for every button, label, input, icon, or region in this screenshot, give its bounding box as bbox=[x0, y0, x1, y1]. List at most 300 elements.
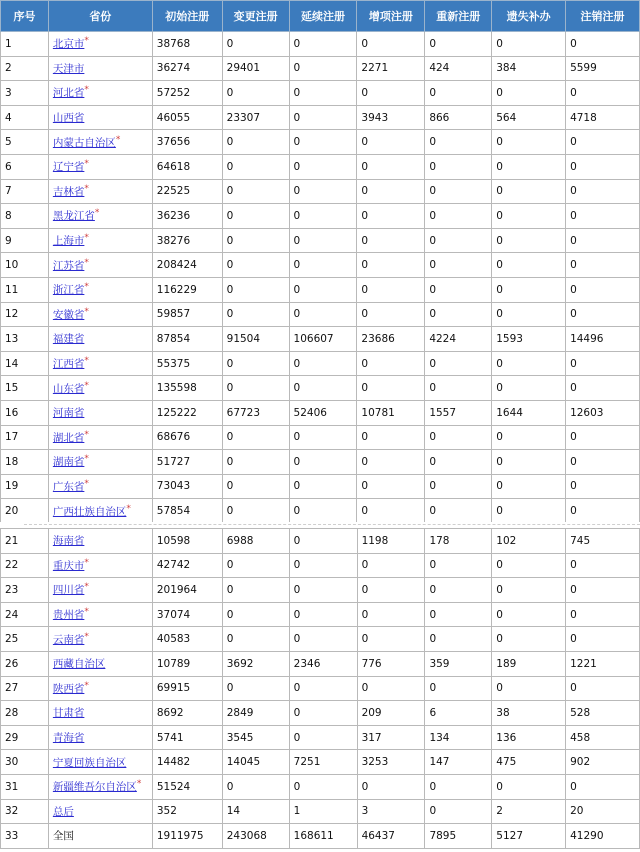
star-mark: * bbox=[84, 356, 89, 367]
initial-cell: 57252 bbox=[152, 81, 222, 106]
province-link[interactable]: 山西省 bbox=[52, 112, 85, 125]
add-item-cell: 209 bbox=[357, 701, 425, 726]
initial-cell: 57854 bbox=[152, 499, 222, 524]
province-link[interactable]: 青海省 bbox=[52, 732, 85, 745]
re-register-cell: 0 bbox=[425, 676, 492, 701]
cancel-cell: 0 bbox=[566, 627, 640, 652]
cancel-cell: 20 bbox=[566, 799, 640, 824]
change-cell: 0 bbox=[222, 179, 289, 204]
lost-reissue-cell: 38 bbox=[492, 701, 566, 726]
initial-cell: 8692 bbox=[152, 701, 222, 726]
star-mark: * bbox=[84, 85, 89, 96]
initial-cell: 36274 bbox=[152, 56, 222, 81]
table-row bbox=[1, 799, 640, 824]
header-no[interactable]: 序号 bbox=[1, 1, 49, 32]
add-item-cell: 0 bbox=[357, 553, 425, 578]
row-number: 11 bbox=[1, 277, 49, 302]
province-cell bbox=[48, 105, 152, 130]
table-row bbox=[1, 499, 640, 524]
lost-reissue-cell: 1593 bbox=[492, 327, 566, 352]
star-mark: * bbox=[84, 257, 89, 268]
star-mark: * bbox=[84, 607, 89, 618]
row-number: 1 bbox=[1, 32, 49, 57]
cancel-cell: 0 bbox=[566, 228, 640, 253]
province-link[interactable]: 甘肃省 bbox=[52, 707, 85, 720]
header-re-register[interactable]: 重新注册 bbox=[425, 1, 492, 32]
initial-cell: 64618 bbox=[152, 154, 222, 179]
row-number: 20 bbox=[1, 499, 49, 524]
renewal-cell: 0 bbox=[289, 253, 357, 278]
header-change[interactable]: 变更注册 bbox=[222, 1, 289, 32]
table-row bbox=[1, 676, 640, 701]
initial-cell: 10789 bbox=[152, 651, 222, 676]
lost-reissue-cell: 475 bbox=[492, 750, 566, 775]
province-cell bbox=[48, 32, 152, 57]
row-number: 18 bbox=[1, 450, 49, 475]
add-item-cell: 776 bbox=[357, 651, 425, 676]
initial-cell: 46055 bbox=[152, 105, 222, 130]
add-item-cell: 0 bbox=[357, 474, 425, 499]
re-register-cell: 0 bbox=[425, 204, 492, 229]
table-row bbox=[1, 130, 640, 155]
cancel-cell: 12603 bbox=[566, 400, 640, 425]
renewal-cell: 0 bbox=[289, 302, 357, 327]
change-cell: 0 bbox=[222, 277, 289, 302]
renewal-cell: 0 bbox=[289, 529, 357, 554]
initial-cell: 116229 bbox=[152, 277, 222, 302]
province-link[interactable]: 西藏自治区 bbox=[52, 658, 106, 671]
row-number: 15 bbox=[1, 376, 49, 401]
cancel-cell: 0 bbox=[566, 376, 640, 401]
change-cell: 0 bbox=[222, 774, 289, 799]
renewal-cell: 0 bbox=[289, 474, 357, 499]
change-cell: 0 bbox=[222, 351, 289, 376]
lost-reissue-cell: 0 bbox=[492, 228, 566, 253]
province-cell bbox=[48, 130, 152, 155]
province-link[interactable]: 江西省 bbox=[52, 358, 85, 371]
province-cell bbox=[48, 179, 152, 204]
province-link[interactable]: 河南省 bbox=[52, 407, 85, 420]
province-link[interactable]: 贵州省 bbox=[52, 609, 85, 622]
table-row bbox=[1, 824, 640, 849]
province-cell bbox=[48, 277, 152, 302]
re-register-cell: 0 bbox=[425, 302, 492, 327]
province-cell bbox=[48, 750, 152, 775]
re-register-cell: 0 bbox=[425, 578, 492, 603]
initial-cell: 42742 bbox=[152, 553, 222, 578]
lost-reissue-cell: 0 bbox=[492, 351, 566, 376]
renewal-cell: 168611 bbox=[289, 824, 357, 849]
province-cell bbox=[48, 602, 152, 627]
renewal-cell: 0 bbox=[289, 32, 357, 57]
renewal-cell: 0 bbox=[289, 725, 357, 750]
table-row bbox=[1, 105, 640, 130]
re-register-cell: 0 bbox=[425, 553, 492, 578]
initial-cell: 38768 bbox=[152, 32, 222, 57]
row-number: 27 bbox=[1, 676, 49, 701]
cancel-cell: 902 bbox=[566, 750, 640, 775]
renewal-cell: 7251 bbox=[289, 750, 357, 775]
lost-reissue-cell: 0 bbox=[492, 499, 566, 524]
renewal-cell: 0 bbox=[289, 602, 357, 627]
initial-cell: 51727 bbox=[152, 450, 222, 475]
lost-reissue-cell: 0 bbox=[492, 179, 566, 204]
lost-reissue-cell: 0 bbox=[492, 376, 566, 401]
lost-reissue-cell: 0 bbox=[492, 676, 566, 701]
initial-cell: 10598 bbox=[152, 529, 222, 554]
add-item-cell: 0 bbox=[357, 204, 425, 229]
row-number: 19 bbox=[1, 474, 49, 499]
re-register-cell: 0 bbox=[425, 81, 492, 106]
cancel-cell: 0 bbox=[566, 154, 640, 179]
star-mark: * bbox=[84, 380, 89, 391]
add-item-cell: 0 bbox=[357, 351, 425, 376]
cancel-cell: 0 bbox=[566, 499, 640, 524]
add-item-cell: 0 bbox=[357, 376, 425, 401]
cancel-cell: 0 bbox=[566, 302, 640, 327]
add-item-cell: 10781 bbox=[357, 400, 425, 425]
row-number: 6 bbox=[1, 154, 49, 179]
table-row bbox=[1, 81, 640, 106]
cancel-cell: 1221 bbox=[566, 651, 640, 676]
lost-reissue-cell: 0 bbox=[492, 302, 566, 327]
province-link[interactable]: 天津市 bbox=[52, 62, 85, 75]
star-mark: * bbox=[84, 478, 89, 489]
cancel-cell: 5599 bbox=[566, 56, 640, 81]
row-number: 22 bbox=[1, 553, 49, 578]
change-cell: 0 bbox=[222, 602, 289, 627]
re-register-cell: 0 bbox=[425, 450, 492, 475]
header-renewal[interactable]: 延续注册 bbox=[289, 1, 357, 32]
change-cell: 0 bbox=[222, 204, 289, 229]
lost-reissue-cell: 0 bbox=[492, 553, 566, 578]
province-cell bbox=[48, 154, 152, 179]
initial-cell: 135598 bbox=[152, 376, 222, 401]
province-link[interactable]: 北京市 bbox=[52, 38, 85, 51]
table-row bbox=[1, 701, 640, 726]
renewal-cell: 0 bbox=[289, 450, 357, 475]
row-number: 14 bbox=[1, 351, 49, 376]
add-item-cell: 0 bbox=[357, 578, 425, 603]
province-link[interactable]: 广东省 bbox=[52, 480, 85, 493]
lost-reissue-cell: 0 bbox=[492, 154, 566, 179]
lost-reissue-cell: 0 bbox=[492, 253, 566, 278]
initial-cell: 37656 bbox=[152, 130, 222, 155]
province-cell bbox=[48, 253, 152, 278]
re-register-cell: 0 bbox=[425, 154, 492, 179]
cancel-cell: 0 bbox=[566, 253, 640, 278]
row-number: 8 bbox=[1, 204, 49, 229]
province-link[interactable]: 安徽省 bbox=[52, 308, 85, 321]
star-mark: * bbox=[84, 36, 89, 47]
renewal-cell: 52406 bbox=[289, 400, 357, 425]
province-cell bbox=[48, 725, 152, 750]
re-register-cell: 0 bbox=[425, 228, 492, 253]
renewal-cell: 0 bbox=[289, 376, 357, 401]
table-row bbox=[1, 529, 640, 554]
province-cell bbox=[48, 676, 152, 701]
renewal-cell: 0 bbox=[289, 774, 357, 799]
change-cell: 6988 bbox=[222, 529, 289, 554]
lost-reissue-cell: 0 bbox=[492, 130, 566, 155]
row-number: 30 bbox=[1, 750, 49, 775]
row-number: 24 bbox=[1, 602, 49, 627]
add-item-cell: 23686 bbox=[357, 327, 425, 352]
province-link[interactable]: 总后 bbox=[52, 805, 74, 818]
province-cell bbox=[48, 351, 152, 376]
province-cell bbox=[48, 578, 152, 603]
renewal-cell: 0 bbox=[289, 425, 357, 450]
re-register-cell: 866 bbox=[425, 105, 492, 130]
star-mark: * bbox=[84, 582, 89, 593]
province-link[interactable]: 黑龙江省 bbox=[52, 210, 95, 223]
renewal-cell: 0 bbox=[289, 553, 357, 578]
province-link[interactable]: 新疆维吾尔自治区 bbox=[52, 781, 137, 794]
change-cell: 3545 bbox=[222, 725, 289, 750]
star-mark: * bbox=[136, 779, 142, 790]
add-item-cell: 317 bbox=[357, 725, 425, 750]
table-row bbox=[1, 179, 640, 204]
renewal-cell: 0 bbox=[289, 179, 357, 204]
cancel-cell: 0 bbox=[566, 553, 640, 578]
change-cell: 0 bbox=[222, 81, 289, 106]
province-cell bbox=[48, 400, 152, 425]
province-link: 全国 bbox=[52, 830, 74, 843]
re-register-cell: 0 bbox=[425, 277, 492, 302]
add-item-cell: 3943 bbox=[357, 105, 425, 130]
province-cell bbox=[48, 450, 152, 475]
initial-cell: 37074 bbox=[152, 602, 222, 627]
row-number: 23 bbox=[1, 578, 49, 603]
star-mark: * bbox=[84, 680, 89, 691]
header-lost-reissue[interactable]: 遗失补办 bbox=[492, 1, 566, 32]
star-mark: * bbox=[84, 306, 89, 317]
star-mark: * bbox=[115, 134, 121, 145]
star-mark: * bbox=[84, 429, 89, 440]
change-cell: 0 bbox=[222, 154, 289, 179]
cancel-cell: 0 bbox=[566, 450, 640, 475]
change-cell: 0 bbox=[222, 130, 289, 155]
change-cell: 14045 bbox=[222, 750, 289, 775]
add-item-cell: 0 bbox=[357, 253, 425, 278]
initial-cell: 201964 bbox=[152, 578, 222, 603]
table-row bbox=[1, 578, 640, 603]
table-row bbox=[1, 56, 640, 81]
row-number: 17 bbox=[1, 425, 49, 450]
province-cell bbox=[48, 204, 152, 229]
table-row bbox=[1, 602, 640, 627]
add-item-cell: 0 bbox=[357, 676, 425, 701]
table-row bbox=[1, 750, 640, 775]
header-initial[interactable]: 初始注册 bbox=[152, 1, 222, 32]
lost-reissue-cell: 5127 bbox=[492, 824, 566, 849]
change-cell: 0 bbox=[222, 425, 289, 450]
province-link[interactable]: 山东省 bbox=[52, 382, 85, 395]
renewal-cell: 0 bbox=[289, 154, 357, 179]
province-cell bbox=[48, 228, 152, 253]
province-cell bbox=[48, 81, 152, 106]
province-cell bbox=[48, 302, 152, 327]
renewal-cell: 0 bbox=[289, 56, 357, 81]
row-number: 7 bbox=[1, 179, 49, 204]
star-mark: * bbox=[84, 183, 89, 194]
change-cell: 0 bbox=[222, 302, 289, 327]
re-register-cell: 424 bbox=[425, 56, 492, 81]
row-number: 9 bbox=[1, 228, 49, 253]
row-number: 25 bbox=[1, 627, 49, 652]
header-add-item[interactable]: 增项注册 bbox=[357, 1, 425, 32]
province-link[interactable]: 浙江省 bbox=[52, 284, 85, 297]
province-cell bbox=[48, 553, 152, 578]
initial-cell: 38276 bbox=[152, 228, 222, 253]
add-item-cell: 0 bbox=[357, 499, 425, 524]
star-mark: * bbox=[94, 208, 100, 219]
change-cell: 67723 bbox=[222, 400, 289, 425]
province-cell bbox=[48, 529, 152, 554]
initial-cell: 5741 bbox=[152, 725, 222, 750]
add-item-cell: 0 bbox=[357, 774, 425, 799]
province-link[interactable]: 宁夏回族自治区 bbox=[52, 756, 127, 769]
re-register-cell: 0 bbox=[425, 499, 492, 524]
province-cell bbox=[48, 425, 152, 450]
change-cell: 0 bbox=[222, 474, 289, 499]
province-link[interactable]: 湖北省 bbox=[52, 431, 85, 444]
row-number: 5 bbox=[1, 130, 49, 155]
renewal-cell: 0 bbox=[289, 81, 357, 106]
province-cell bbox=[48, 376, 152, 401]
province-link[interactable]: 四川省 bbox=[52, 584, 85, 597]
renewal-cell: 0 bbox=[289, 204, 357, 229]
lost-reissue-cell: 0 bbox=[492, 277, 566, 302]
renewal-cell: 0 bbox=[289, 627, 357, 652]
lost-reissue-cell: 0 bbox=[492, 578, 566, 603]
lost-reissue-cell: 1644 bbox=[492, 400, 566, 425]
initial-cell: 14482 bbox=[152, 750, 222, 775]
lost-reissue-cell: 0 bbox=[492, 450, 566, 475]
province-link[interactable]: 辽宁省 bbox=[52, 161, 85, 174]
row-number: 33 bbox=[1, 824, 49, 849]
add-item-cell: 0 bbox=[357, 627, 425, 652]
star-mark: * bbox=[84, 454, 89, 465]
cancel-cell: 458 bbox=[566, 725, 640, 750]
cancel-cell: 0 bbox=[566, 277, 640, 302]
province-cell bbox=[48, 824, 152, 849]
re-register-cell: 0 bbox=[425, 627, 492, 652]
province-cell bbox=[48, 474, 152, 499]
re-register-cell: 0 bbox=[425, 130, 492, 155]
add-item-cell: 0 bbox=[357, 425, 425, 450]
change-cell: 0 bbox=[222, 450, 289, 475]
initial-cell: 125222 bbox=[152, 400, 222, 425]
row-number: 21 bbox=[1, 529, 49, 554]
table-row bbox=[1, 425, 640, 450]
row-number: 3 bbox=[1, 81, 49, 106]
cancel-cell: 0 bbox=[566, 351, 640, 376]
province-link[interactable]: 内蒙古自治区 bbox=[52, 136, 116, 149]
province-link[interactable]: 海南省 bbox=[52, 535, 85, 548]
header-province[interactable]: 省份 bbox=[48, 1, 152, 32]
lost-reissue-cell: 0 bbox=[492, 627, 566, 652]
initial-cell: 68676 bbox=[152, 425, 222, 450]
province-link[interactable]: 重庆市 bbox=[52, 559, 85, 572]
re-register-cell: 0 bbox=[425, 376, 492, 401]
province-link[interactable]: 河北省 bbox=[52, 87, 85, 100]
province-link[interactable]: 吉林省 bbox=[52, 185, 85, 198]
renewal-cell: 0 bbox=[289, 130, 357, 155]
table-row bbox=[1, 351, 640, 376]
change-cell: 0 bbox=[222, 676, 289, 701]
re-register-cell: 359 bbox=[425, 651, 492, 676]
table-row bbox=[1, 253, 640, 278]
change-cell: 243068 bbox=[222, 824, 289, 849]
province-link[interactable]: 福建省 bbox=[52, 333, 85, 346]
add-item-cell: 2271 bbox=[357, 56, 425, 81]
cancel-cell: 528 bbox=[566, 701, 640, 726]
star-mark: * bbox=[84, 557, 89, 568]
cancel-cell: 0 bbox=[566, 179, 640, 204]
province-cell bbox=[48, 651, 152, 676]
province-cell bbox=[48, 799, 152, 824]
cancel-cell: 0 bbox=[566, 602, 640, 627]
cancel-cell: 0 bbox=[566, 425, 640, 450]
registration-table-part-2 bbox=[0, 528, 640, 849]
renewal-cell: 0 bbox=[289, 351, 357, 376]
initial-cell: 73043 bbox=[152, 474, 222, 499]
re-register-cell: 0 bbox=[425, 179, 492, 204]
row-number: 4 bbox=[1, 105, 49, 130]
divider bbox=[24, 524, 640, 525]
lost-reissue-cell: 0 bbox=[492, 425, 566, 450]
initial-cell: 22525 bbox=[152, 179, 222, 204]
add-item-cell: 0 bbox=[357, 179, 425, 204]
initial-cell: 51524 bbox=[152, 774, 222, 799]
table-row bbox=[1, 627, 640, 652]
table-row bbox=[1, 725, 640, 750]
province-link[interactable]: 上海市 bbox=[52, 235, 85, 248]
initial-cell: 69915 bbox=[152, 676, 222, 701]
table-row bbox=[1, 474, 640, 499]
change-cell: 0 bbox=[222, 553, 289, 578]
renewal-cell: 1 bbox=[289, 799, 357, 824]
change-cell: 14 bbox=[222, 799, 289, 824]
province-link[interactable]: 江苏省 bbox=[52, 259, 85, 272]
header-cancel[interactable]: 注销注册 bbox=[566, 1, 640, 32]
table-row bbox=[1, 154, 640, 179]
table-row bbox=[1, 376, 640, 401]
table-row bbox=[1, 651, 640, 676]
province-link[interactable]: 湖南省 bbox=[52, 456, 85, 469]
add-item-cell: 0 bbox=[357, 32, 425, 57]
cancel-cell: 4718 bbox=[566, 105, 640, 130]
re-register-cell: 0 bbox=[425, 425, 492, 450]
province-link[interactable]: 陕西省 bbox=[52, 682, 85, 695]
province-link[interactable]: 云南省 bbox=[52, 633, 85, 646]
lost-reissue-cell: 0 bbox=[492, 774, 566, 799]
add-item-cell: 3 bbox=[357, 799, 425, 824]
row-number: 16 bbox=[1, 400, 49, 425]
re-register-cell: 7895 bbox=[425, 824, 492, 849]
table-row bbox=[1, 277, 640, 302]
initial-cell: 55375 bbox=[152, 351, 222, 376]
add-item-cell: 1198 bbox=[357, 529, 425, 554]
change-cell: 23307 bbox=[222, 105, 289, 130]
re-register-cell: 0 bbox=[425, 32, 492, 57]
province-cell bbox=[48, 327, 152, 352]
cancel-cell: 0 bbox=[566, 774, 640, 799]
change-cell: 0 bbox=[222, 627, 289, 652]
province-link[interactable]: 广西壮族自治区 bbox=[52, 505, 127, 518]
re-register-cell: 0 bbox=[425, 351, 492, 376]
